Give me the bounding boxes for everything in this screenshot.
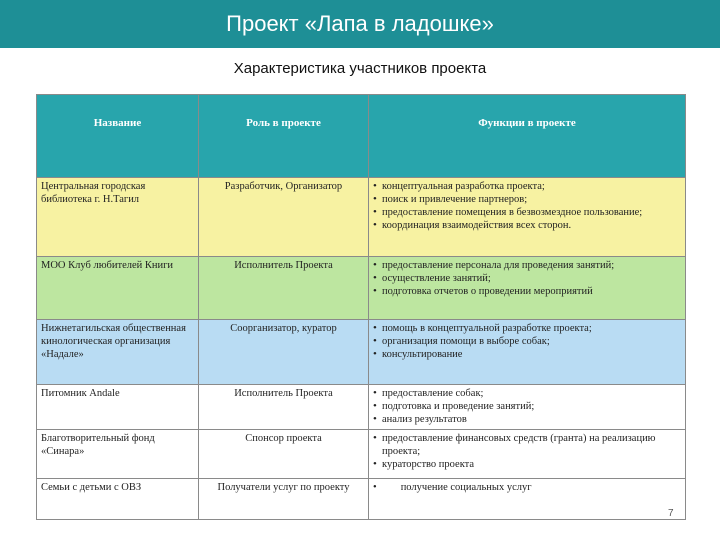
function-item: • координация взаимодействия всех сторон.	[373, 219, 681, 232]
slide-subtitle: Характеристика участников проекта	[233, 60, 487, 77]
participants-table	[36, 94, 686, 520]
function-item: получение социальных услуг	[400, 482, 532, 493]
participant-role: Получатели услуг по проекту	[199, 479, 369, 520]
function-item: • концептуальная разработка проекта;	[373, 180, 681, 193]
participant-name: МОО Клуб любителей Книги	[37, 257, 199, 320]
participant-functions	[369, 257, 686, 320]
header-functions: Функции в проекте	[369, 95, 686, 178]
participant-role: Соорганизатор, куратор	[199, 320, 369, 385]
function-item: • консультирование	[373, 348, 681, 361]
participant-functions	[369, 430, 686, 479]
function-item: • организация помощи в выборе собак;	[373, 335, 681, 348]
participant-functions	[369, 320, 686, 385]
function-item: • поиск и привлечение партнеров;	[373, 193, 681, 206]
participant-name: Благотворительный фонд «Синара»	[37, 430, 199, 479]
function-item: • анализ результатов	[373, 413, 681, 426]
participant-role: Исполнитель Проекта	[199, 257, 369, 320]
participant-functions	[369, 178, 686, 257]
participant-role: Разработчик, Организатор	[199, 178, 369, 257]
page-number: 7	[668, 508, 674, 519]
slide-title-bar	[0, 0, 720, 48]
header-role: Роль в проекте	[199, 95, 369, 178]
participant-role: Исполнитель Проекта	[199, 385, 369, 430]
header-name: Название	[37, 95, 199, 178]
function-item: • подготовка и проведение занятий;	[373, 400, 681, 413]
table-row	[37, 479, 686, 520]
participant-name: Центральная городская библиотека г. Н.Тагил	[37, 178, 199, 257]
function-item: • помощь в концептуальной разработке проекта;	[373, 322, 681, 335]
slide-title: Проект «Лапа в ладошке»	[226, 11, 494, 36]
function-item: • предоставление персонала для проведения занятий;	[373, 259, 681, 272]
bullet-icon: •	[373, 482, 377, 493]
function-item: • кураторство проекта	[373, 458, 681, 471]
participant-name: Питомник Andale	[37, 385, 199, 430]
table-row	[37, 385, 686, 430]
function-item: • предоставление помещения в безвозмездное пользование;	[373, 206, 681, 219]
table-header-row	[37, 95, 686, 178]
table-row	[37, 320, 686, 385]
participant-functions	[369, 385, 686, 430]
function-item: • предоставление собак;	[373, 387, 681, 400]
participant-role: Спонсор проекта	[199, 430, 369, 479]
participant-name: Нижнетагильская общественная кинологическая организация «Надале»	[37, 320, 199, 385]
participant-functions	[369, 479, 686, 520]
function-item: • осуществление занятий;	[373, 272, 681, 285]
participant-name: Семьи с детьми с ОВЗ	[37, 479, 199, 520]
table-row	[37, 178, 686, 257]
table-row	[37, 430, 686, 479]
function-item: • предоставление финансовых средств (гранта) на реализацию проекта;	[373, 432, 681, 458]
table-row	[37, 257, 686, 320]
function-item: • подготовка отчетов о проведении мероприятий	[373, 285, 681, 298]
